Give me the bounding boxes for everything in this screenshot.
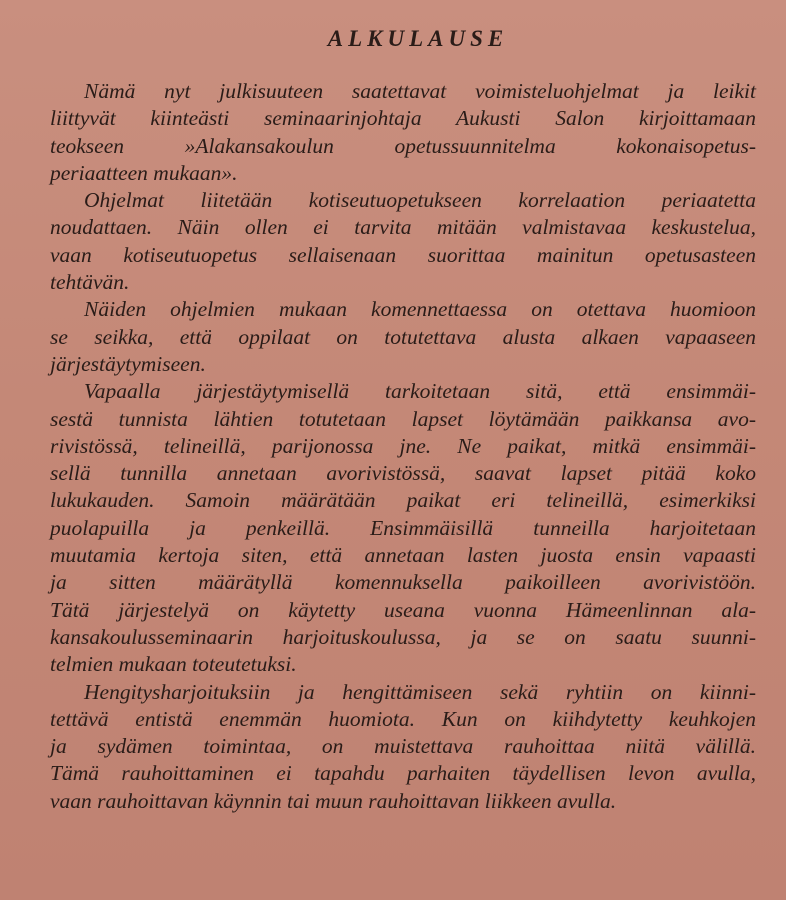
text-line: periaatteen mukaan». [50,160,238,185]
text-line: Vapaalla järjestäytymisellä tarkoitetaan sitä, että ensimmäi- [84,379,756,404]
text-line: muutamia kertoja siten, että annetaan lasten juosta ensin vapaasti [50,543,756,568]
text-line: Nämä nyt julkisuuteen saatettavat voimisteluohjelmat ja leikit [84,79,756,103]
text-line: kansakoulusseminaarin harjoituskoulussa, ja se on saatu suunni- [50,624,756,649]
text-line: liittyvät kiinteästi seminaarinjohtaja Aukusti Salon kirjoittamaan [50,106,756,131]
paragraph [50,187,756,296]
text-line: puolapuilla ja penkeillä. Ensimmäisillä tunneilla harjoitetaan [50,515,756,540]
paragraph [50,296,756,378]
text-line: ja sitten määrätyllä komennuksella paikoilleen avorivistöön. [50,570,756,595]
text-line: rivistössä, telineillä, parijonossa jne. Ne paikat, mitkä ensimmäi- [50,433,756,458]
paragraph [50,78,756,187]
text-line: Ohjelmat liitetään kotiseutuopetukseen korrelaation periaatetta [84,188,756,213]
text-line: se seikka, että oppilaat on totutettava alusta alkaen vapaaseen [50,324,756,349]
text-line: noudattaen. Näin ollen ei tarvita mitään valmistavaa keskustelua, [50,215,756,240]
text-line: ja sydämen toimintaa, on muistettava rauhoittaa niitä välillä. [50,734,756,759]
page-title: ALKULAUSE [327,26,509,51]
text-line: tettävä entistä enemmän huomiota. Kun on kiihdytetty keuhkojen [50,706,756,731]
text-line: järjestäytymiseen. [50,351,206,376]
text-line: teokseen »Alakansakoulun opetussuunnitelma kokonaisopetus- [50,133,756,158]
text-line: vaan rauhoittavan käynnin tai muun rauhoittavan liikkeen avulla. [50,788,617,813]
text-line: tehtävän. [50,270,130,295]
text-line: telmien mukaan toteutetuksi. [50,652,297,677]
text-line: vaan kotiseutuopetus sellaisenaan suorittaa mainitun opetusasteen [50,242,756,267]
text-line: Näiden ohjelmien mukaan komennettaessa on otettava huomioon [84,297,756,322]
text-line: Tämä rauhoittaminen ei tapahdu parhaiten täydellisen levon avulla, [50,761,756,786]
paragraph [50,378,756,678]
text-line: Tätä järjestelyä on käytetty useana vuonna Hämeenlinnan ala- [50,597,756,622]
text-line: lukukauden. Samoin määrätään paikat eri telineillä, esimerkiksi [50,488,756,513]
body-text [50,78,756,815]
text-line: sestä tunnista lähtien totutetaan lapset löytämään paikkansa avo- [50,406,756,431]
paragraph [50,679,756,815]
text-line: Hengitysharjoituksiin ja hengittämiseen sekä ryhtiin on kiinni- [84,679,756,704]
text-line: sellä tunnilla annetaan avorivistössä, saavat lapset pitää koko [50,461,756,486]
